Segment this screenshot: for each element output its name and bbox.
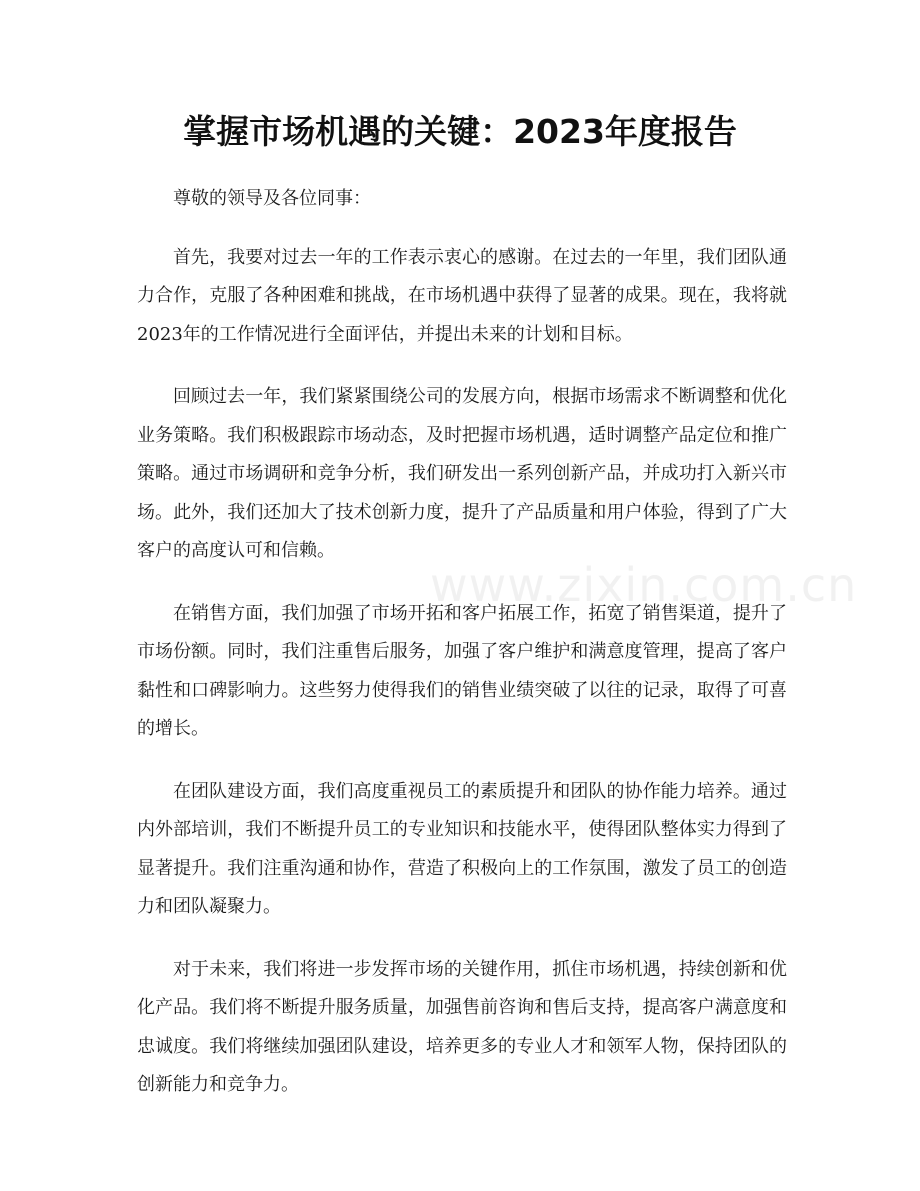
document-title: 掌握市场机遇的关键：2023年度报告 bbox=[183, 112, 737, 151]
paragraph-1: 首先，我要对过去一年的工作表示衷心的感谢。在过去的一年里，我们团队通力合作，克服了各种困难和挑战，在市场机遇中获得了显著的成果。现在，我将就2023年的工作情况进行全面评估，并提出未来的计划和目标。 bbox=[137, 246, 787, 345]
paragraph-2: 回顾过去一年，我们紧紧围绕公司的发展方向，根据市场需求不断调整和优化业务策略。我们积极跟踪市场动态，及时把握市场机遇，适时调整产品定位和推广策略。通过市场调研和竞争分析，我们研发出一系列创新产品，并成功打入新兴市场。此外，我们还加大了技术创新力度，提升了产品质量和用户体验，得到了广大客户的高度认可和信赖。 bbox=[137, 386, 787, 561]
paragraph-5: 对于未来，我们将进一步发挥市场的关键作用，抓住市场机遇，持续创新和优化产品。我们将不断提升服务质量，加强售前咨询和售后支持，提高客户满意度和忠诚度。我们将继续加强团队建设，培养更多的专业人才和领军人物，保持团队的创新能力和竞争力。 bbox=[137, 958, 787, 1095]
greeting: 尊敬的领导及各位同事： bbox=[173, 188, 371, 209]
document-body bbox=[137, 180, 787, 1129]
watermark: www.zixin.com.cn bbox=[430, 558, 858, 612]
paragraph-3: 在销售方面，我们加强了市场开拓和客户拓展工作，拓宽了销售渠道，提升了市场份额。同时，我们注重售后服务，加强了客户维护和满意度管理，提高了客户黏性和口碑影响力。这些努力使得我们的销售业绩突破了以往的记录，取得了可喜的增长。 bbox=[137, 602, 787, 739]
paragraph-4: 在团队建设方面，我们高度重视员工的素质提升和团队的协作能力培养。通过内外部培训，我们不断提升员工的专业知识和技能水平，使得团队整体实力得到了显著提升。我们注重沟通和协作，营造了积极向上的工作氛围，激发了员工的创造力和团队凝聚力。 bbox=[137, 780, 787, 917]
